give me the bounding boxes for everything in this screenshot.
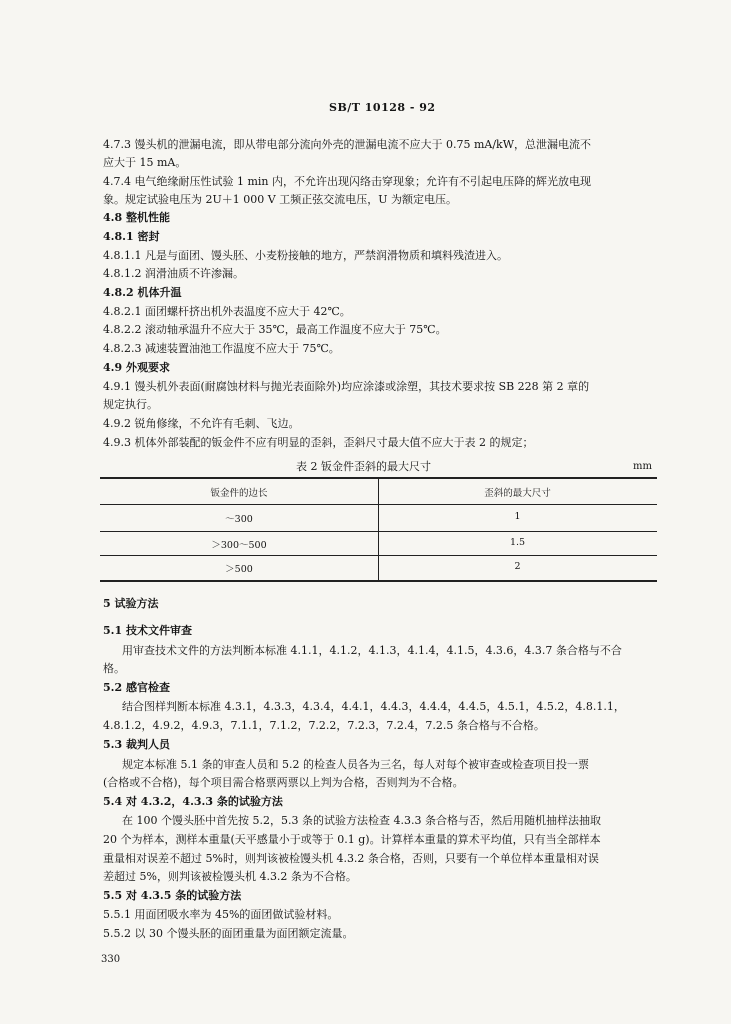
paragraph-5-3-line1: 规定本标准 5.1 条的审查人员和 5.2 的检查人员各为三名，每人对每个被审查或检查项目投一票: [122, 758, 589, 771]
paragraph-4-9-3: 4.9.3 机体外部装配的钣金件不应有明显的歪斜，歪斜尺寸最大值不应大于表 2 的规定；: [103, 436, 534, 449]
paragraph-4-9-1-line2: 规定执行。: [103, 398, 158, 411]
paragraph-4-8-2-3: 4.8.2.3 减速装置油池工作温度不应大于 75℃。: [103, 342, 340, 355]
heading-4-8-1: 4.8.1 密封: [103, 230, 160, 243]
paragraph-5-5-2: 5.5.2 以 30 个馒头胚的面团重量为面团额定流量。: [103, 927, 354, 940]
heading-5: 5 试验方法: [103, 597, 159, 610]
paragraph-5-3-line2: (合格或不合格)，每个项目需合格票两票以上判为合格，否则判为不合格。: [103, 776, 464, 789]
paragraph-4-7-3-line1: 4.7.3 馒头机的泄漏电流，即从带电部分流向外壳的泄漏电流不应大于 0.75 mA/kW，总泄漏电流不: [103, 138, 592, 151]
paragraph-4-9-1-line1: 4.9.1 馒头机外表面(耐腐蚀材料与抛光表面除外)均应涂漆或涂塑，其技术要求按 SB 228 第 2 章的: [103, 380, 590, 393]
paragraph-5-2-line1: 结合图样判断本标准 4.3.1，4.3.3，4.3.4，4.4.1，4.4.3，4.4.4，4.4.5，4.5.1，4.5.2，4.8.1.1，: [122, 700, 625, 713]
heading-5-2: 5.2 感官检查: [103, 681, 170, 694]
paragraph-5-2-line2: 4.8.1.2，4.9.2，4.9.3，7.1.1，7.1.2，7.2.2，7.2.3，7.2.4，7.2.5 条合格与不合格。: [103, 719, 545, 732]
paragraph-5-5-1: 5.5.1 用面团吸水率为 45%的面团做试验材料。: [103, 908, 339, 921]
paragraph-4-7-4-line2: 象。规定试验电压为 2U＋1 000 V 工频正弦交流电压，U 为额定电压。: [103, 193, 457, 206]
heading-5-3: 5.3 裁判人员: [103, 738, 170, 751]
table-title: 表 2 钣金件歪斜的最大尺寸: [296, 460, 431, 473]
heading-5-1: 5.1 技术文件审查: [103, 624, 192, 637]
paragraph-5-4-line1: 在 100 个馒头胚中首先按 5.2，5.3 条的试验方法检查 4.3.3 条合格与否，然后用随机抽样法抽取: [122, 814, 601, 827]
paragraph-5-4-line4: 差超过 5%，则判该被检馒头机 4.3.2 条为不合格。: [103, 870, 357, 883]
paragraph-4-8-1-2: 4.8.1.2 润滑油质不许渗漏。: [103, 267, 244, 280]
paragraph-5-1-line2: 格。: [103, 662, 125, 675]
table-cell: ＞500: [225, 564, 253, 575]
table-unit: mm: [633, 461, 652, 472]
paragraph-4-8-1-1: 4.8.1.1 凡是与面团、馒头胚、小麦粉接触的地方，严禁润滑物质和填料残渣进入。: [103, 249, 508, 262]
paragraph-4-8-2-1: 4.8.2.1 面团螺杆挤出机外表温度不应大于 42℃。: [103, 305, 351, 318]
paragraph-4-9-2: 4.9.2 锐角修缘，不允许有毛刺、飞边。: [103, 417, 300, 430]
table-cell: 1.5: [509, 537, 526, 548]
paragraph-5-1-line1: 用审查技术文件的方法判断本标准 4.1.1，4.1.2，4.1.3，4.1.4，4.1.5，4.3.6，4.3.7 条合格与不合: [122, 644, 622, 657]
heading-5-4: 5.4 对 4.3.2，4.3.3 条的试验方法: [103, 795, 283, 808]
standard-number: SB/T 10128 - 92: [329, 101, 436, 114]
table-header-cell: 歪斜的最大尺寸: [484, 488, 551, 499]
page-number: 330: [101, 954, 121, 965]
paragraph-5-4-line2: 20 个为样本，测样本重量(天平感量小于或等于 0.1 g)。计算样本重量的算术平均值，只有当全部样本: [103, 833, 601, 846]
paragraph-5-4-line3: 重量相对误差不超过 5%时，则判该被检馒头机 4.3.2 条合格，否则，只要有一个单位样本重量相对误: [103, 852, 599, 865]
table-cell: ～300: [225, 514, 253, 525]
table-cell: ＞300～500: [211, 540, 267, 551]
heading-4-8: 4.8 整机性能: [103, 211, 170, 224]
heading-4-9: 4.9 外观要求: [103, 361, 170, 374]
paragraph-4-7-4-line1: 4.7.4 电气绝缘耐压性试验 1 min 内，不允许出现闪络击穿现象；允许有不引起电压降的辉光放电现: [103, 175, 592, 188]
table-cell: 2: [514, 561, 521, 572]
heading-5-5: 5.5 对 4.3.5 条的试验方法: [103, 889, 242, 902]
paragraph-4-7-3-line2: 应大于 15 mA。: [103, 156, 187, 169]
table-cell: 1: [514, 511, 521, 522]
table-header-cell: 钣金件的边长: [210, 488, 268, 499]
paragraph-4-8-2-2: 4.8.2.2 滚动轴承温升不应大于 35℃，最高工作温度不应大于 75℃。: [103, 323, 447, 336]
heading-4-8-2: 4.8.2 机体升温: [103, 286, 182, 299]
